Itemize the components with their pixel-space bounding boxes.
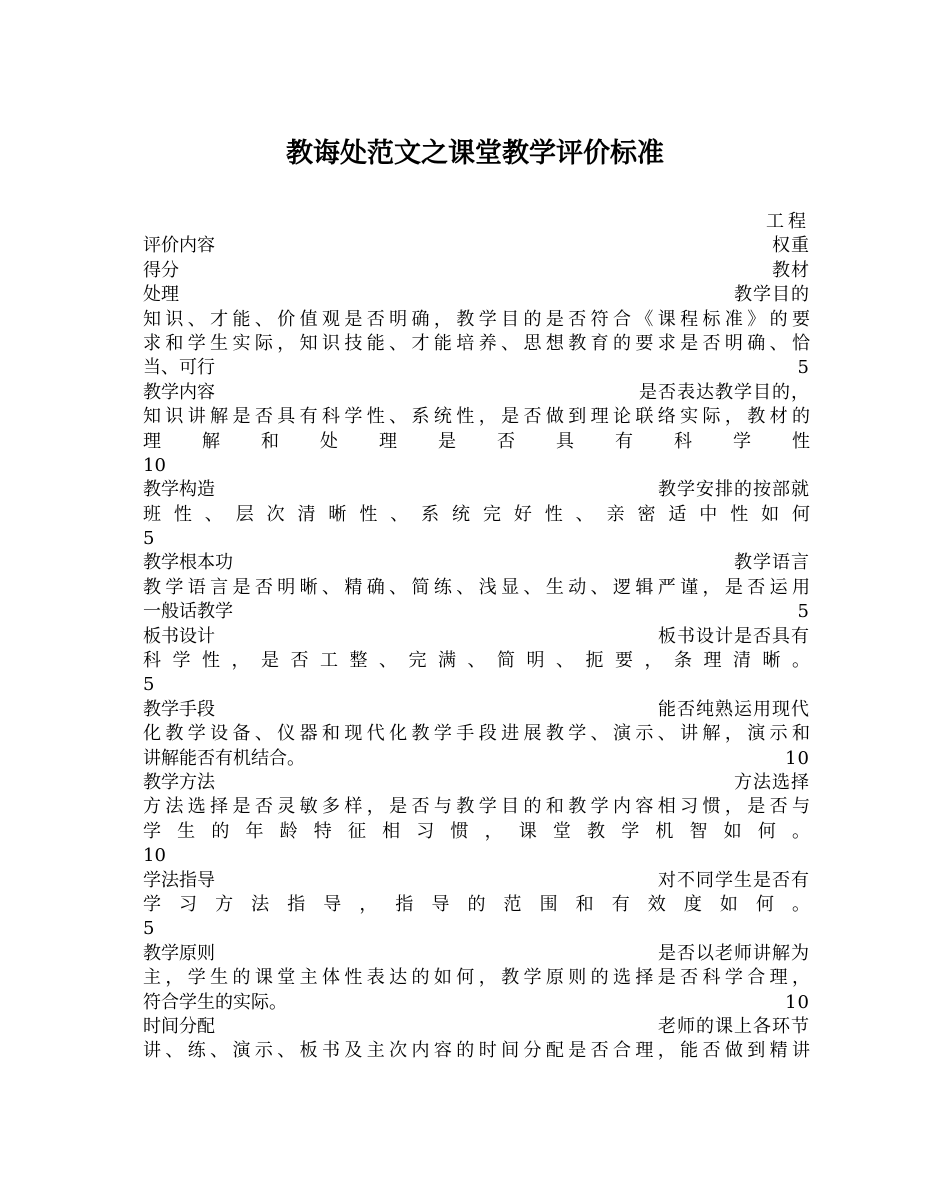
line-right-text: 权重 <box>772 235 810 257</box>
line-left-text: 教学内容 <box>143 381 215 403</box>
text-line: 5 <box>143 674 155 696</box>
line-right-text: 老师的课上各环节 <box>658 1015 810 1037</box>
line-right-text: 板书设计是否具有 <box>658 625 810 647</box>
text-line <box>143 1015 810 1039</box>
text-line: 化教学设备、仪器和现代化教学手段进展教学、演示、讲解，演示和 <box>143 723 810 745</box>
text-line: 科学性，是否工整、完满、简明、扼要，条理清晰。 <box>143 650 810 672</box>
text-line: 学生的年龄特征相习惯，课堂教学机智如何。 <box>143 820 810 842</box>
text-line <box>143 942 810 966</box>
line-right-text: 对不同学生是否有 <box>658 869 810 891</box>
text-line <box>143 478 810 502</box>
text-line <box>143 991 810 1015</box>
text-line: 教学语言是否明晰、精确、简练、浅显、生动、逻辑严谨，是否运用 <box>143 576 810 598</box>
line-right-text: 教材 <box>772 259 810 281</box>
line-left-text: 评价内容 <box>143 235 215 257</box>
line-right-text: 5 <box>797 357 810 379</box>
text-line <box>143 698 810 722</box>
text-line <box>143 600 810 624</box>
text-line: 5 <box>143 918 155 940</box>
document-body <box>143 210 810 1064</box>
text-line: 求和学生实际，知识技能、才能培养、思想教育的要求是否明确、恰 <box>143 332 810 354</box>
text-line: 方法选择是否灵敏多样，是否与教学目的和教学内容相习惯，是否与 <box>143 796 810 818</box>
line-left-text: 当、可行 <box>143 357 215 379</box>
text-line <box>143 283 810 307</box>
line-right-text: 是否表达教学目的， <box>639 381 810 403</box>
line-right-text: 方法选择 <box>734 771 810 793</box>
line-left-text: 讲解能否有机结合。 <box>143 747 305 769</box>
text-line: 知识讲解是否具有科学性、系统性，是否做到理论联络实际，教材的 <box>143 406 810 428</box>
text-line: 知识、才能、价值观是否明确，教学目的是否符合《课程标准》的要 <box>143 308 810 330</box>
text-line <box>143 869 810 893</box>
text-line: 工程 <box>766 211 810 232</box>
document-title: 教诲处范文之课堂教学评价标准 <box>286 138 664 169</box>
text-line: 10 <box>143 845 166 867</box>
line-left-text: 时间分配 <box>143 1015 215 1037</box>
text-line <box>143 747 810 771</box>
text-line <box>143 551 810 575</box>
line-right-text: 能否纯熟运用现代 <box>658 698 810 720</box>
text-line: 学习方法指导，指导的范围和有效度如何。 <box>143 893 810 915</box>
line-left-text: 教学原则 <box>143 942 215 964</box>
line-left-text: 得分 <box>143 259 179 281</box>
text-line: 5 <box>143 528 155 550</box>
text-line: 10 <box>143 454 166 476</box>
text-line: 讲、练、演示、板书及主次内容的时间分配是否合理，能否做到精讲 <box>143 1040 810 1062</box>
line-right-text: 教学安排的按部就 <box>658 479 810 501</box>
text-line <box>143 771 810 795</box>
line-left-text: 学法指导 <box>143 869 215 891</box>
line-left-text: 教学构造 <box>143 479 215 501</box>
text-line <box>143 259 810 283</box>
text-line: 主，学生的课堂主体性表达的如何，教学原则的选择是否科学合理， <box>143 967 810 989</box>
text-line <box>143 356 810 380</box>
line-left-text: 一般话教学 <box>143 601 233 623</box>
text-line: 理解和处理是否具有科学性 <box>143 430 810 452</box>
text-line <box>143 625 810 649</box>
line-left-text: 符合学生的实际。 <box>143 991 287 1013</box>
line-right-text: 教学语言 <box>734 552 810 574</box>
text-line <box>143 381 810 405</box>
line-right-text: 是否以老师讲解为 <box>658 942 810 964</box>
line-right-text: 10 <box>785 991 810 1013</box>
text-line: 班性、层次清晰性、系统完好性、亲密适中性如何 <box>143 503 810 525</box>
text-line <box>143 234 810 258</box>
line-left-text: 处理 <box>143 284 179 306</box>
line-left-text: 教学手段 <box>143 698 215 720</box>
line-left-text: 教学根本功 <box>143 552 233 574</box>
line-right-text: 5 <box>797 601 810 623</box>
line-left-text: 板书设计 <box>143 625 215 647</box>
line-right-text: 10 <box>785 747 810 769</box>
line-left-text: 教学方法 <box>143 771 215 793</box>
line-right-text: 教学目的 <box>734 284 810 306</box>
